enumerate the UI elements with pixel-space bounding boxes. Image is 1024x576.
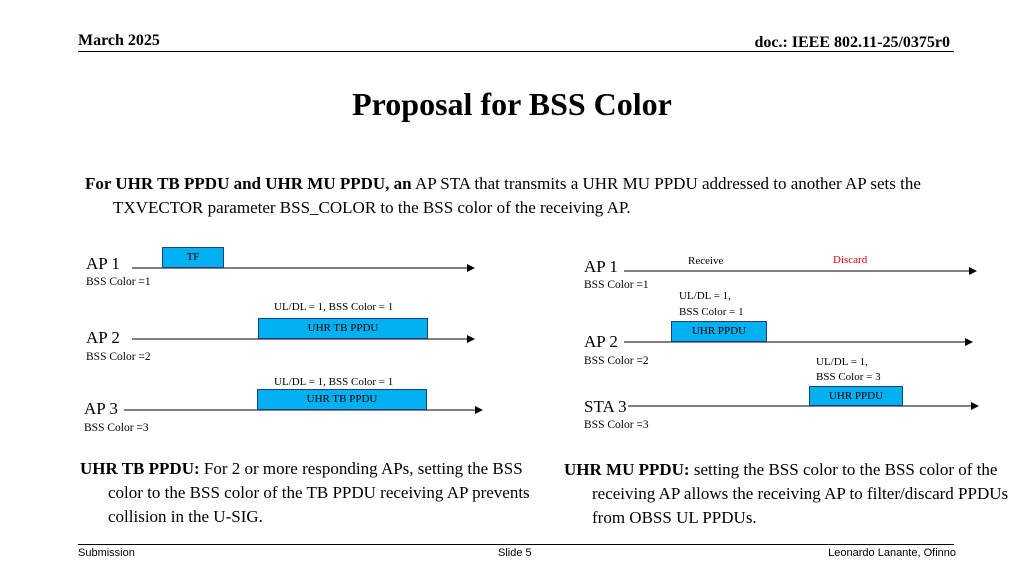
intro-bold: For UHR TB PPDU and UHR MU PPDU, an [85, 174, 412, 193]
right-caption-bold: UHR MU PPDU: [564, 460, 690, 479]
left-ap2-ppdu-box: UHR TB PPDU [258, 318, 428, 339]
header-date: March 2025 [78, 32, 160, 49]
left-ap3-label: AP 3 [84, 399, 118, 418]
footer-slide-number: Slide 5 [498, 547, 532, 559]
right-ap1-label: AP 1 [584, 257, 618, 276]
right-sta3-note-line2: BSS Color = 3 [816, 371, 881, 383]
right-ap2-color: BSS Color =2 [584, 355, 649, 367]
right-sta3-label: STA 3 [584, 397, 627, 416]
right-caption-text: setting the BSS color to the BSS color of the receiving AP allows the receiving AP to filter/discard PPDUs from OBSS UL PPDUs. [592, 460, 1009, 527]
left-caption-bold: UHR TB PPDU: [80, 459, 200, 478]
right-ap2-label: AP 2 [584, 332, 618, 351]
left-ap1-color: BSS Color =1 [86, 276, 151, 288]
right-ap2-ppdu-box: UHR PPDU [671, 321, 767, 342]
right-sta3-note-line1: UL/DL = 1, [816, 356, 868, 368]
left-caption-text: For 2 or more responding APs, setting the BSS color to the BSS color of the TB PPDU receiving AP prevents collision in the U-SIG. [108, 459, 530, 526]
left-tf-box: TF [162, 247, 224, 268]
header-doc-id: doc.: IEEE 802.11-25/0375r0 [754, 34, 950, 51]
right-ap2-note-line2: BSS Color = 1 [679, 306, 744, 318]
slide-title: Proposal for BSS Color [352, 86, 672, 122]
left-ap3-note: UL/DL = 1, BSS Color = 1 [274, 376, 394, 388]
right-caption [564, 458, 1012, 530]
footer-author: Leonardo Lanante, Ofinno [828, 547, 956, 559]
left-ap1-label: AP 1 [86, 254, 120, 273]
right-ap1-color: BSS Color =1 [584, 279, 649, 291]
left-caption [80, 457, 548, 529]
right-ap2-note-line1: UL/DL = 1, [679, 290, 731, 302]
left-ap3-ppdu-box: UHR TB PPDU [257, 389, 427, 410]
right-discard-label: Discard [833, 254, 868, 266]
left-ap2-note: UL/DL = 1, BSS Color = 1 [274, 301, 394, 313]
footer-rule [78, 544, 954, 545]
right-sta3-color: BSS Color =3 [584, 419, 649, 431]
left-ap2-color: BSS Color =2 [86, 351, 151, 363]
left-ap2-label: AP 2 [86, 328, 120, 347]
right-receive-label: Receive [688, 255, 724, 267]
intro-text: AP STA that transmits a UHR MU PPDU addressed to another AP sets the TXVECTOR parameter BSS_COLOR to the BSS color of the receiving AP. [113, 174, 921, 217]
left-ap3-color: BSS Color =3 [84, 422, 149, 434]
footer-submission: Submission [78, 547, 135, 559]
right-sta3-ppdu-box: UHR PPDU [809, 386, 903, 406]
